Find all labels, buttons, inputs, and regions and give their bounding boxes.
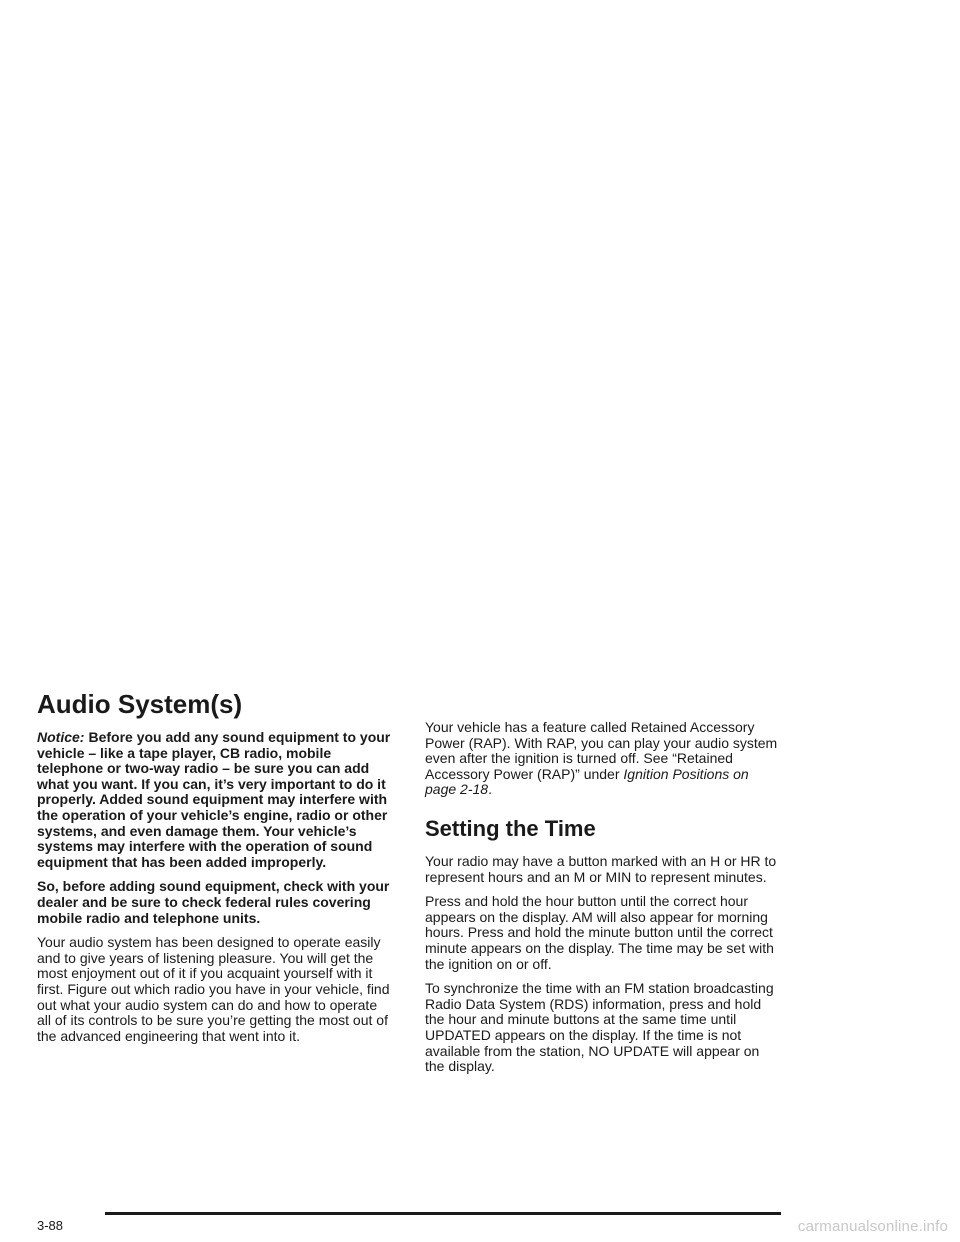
section-heading-time: Setting the Time — [425, 815, 596, 841]
rap-text: Your vehicle has a feature called Retained Accessory Power (RAP). With RAP, you can play your audio system even after the ignition is turned off. See “Retained Accessory Power (RAP)” under — [425, 719, 778, 782]
footer-rule — [105, 1212, 781, 1215]
rap-paragraph — [425, 720, 781, 798]
notice-paragraph — [37, 730, 393, 870]
left-column — [37, 688, 393, 1053]
time-paragraph-2: Press and hold the hour button until the correct hour appears on the display. AM will also appear for morning hours. Press and hold the minute button until the correct minute appears on the display. The time may be set with the ignition on or off. — [425, 893, 774, 972]
ignition-positions-link[interactable]: Ignition Positions on page 2-18 — [425, 765, 749, 798]
audio-design-paragraph: Your audio system has been designed to operate easily and to give years of listening pleasure. You will get the most enjoyment out of it if you acquaint yourself with it first. Figure out which radio you have in your vehicle, find out what your audio system can do and how to operate all of its controls to be sure you’re getting the most out of the advanced engineering that went into it. — [37, 934, 390, 1044]
notice-text: Before you add any sound equipment to your vehicle – like a tape player, CB radio, mobile telephone or two-way radio – be sure you can add what you want. If you can, it’s very important to do it properly. Added sound equipment may interfere with the operation of your vehicle’s engine, radio or other systems, and even damage them. Your vehicle’s systems may interfere with the operation of sound equipment that has been added improperly. — [37, 729, 391, 870]
notice-label: Notice: — [37, 729, 85, 745]
section-heading-audio: Audio System(s) — [37, 689, 243, 719]
notice-paragraph-2: So, before adding sound equipment, check with your dealer and be sure to check federal rules covering mobile radio and telephone units. — [37, 878, 390, 926]
time-paragraph-3: To synchronize the time with an FM station broadcasting Radio Data System (RDS) information, press and hold the hour and minute buttons at the same time until UPDATED appears on the display. If the time is not available from the station, NO UPDATE will appear on the display. — [425, 980, 774, 1075]
rap-text-end: . — [488, 781, 492, 798]
page-number: 3-88 — [37, 1218, 64, 1233]
right-column — [425, 720, 781, 1084]
time-paragraph-1: Your radio may have a button marked with an H or HR to represent hours and an M or MIN to represent minutes. — [425, 852, 777, 885]
watermark: carmanualsonline.info — [797, 1218, 948, 1235]
